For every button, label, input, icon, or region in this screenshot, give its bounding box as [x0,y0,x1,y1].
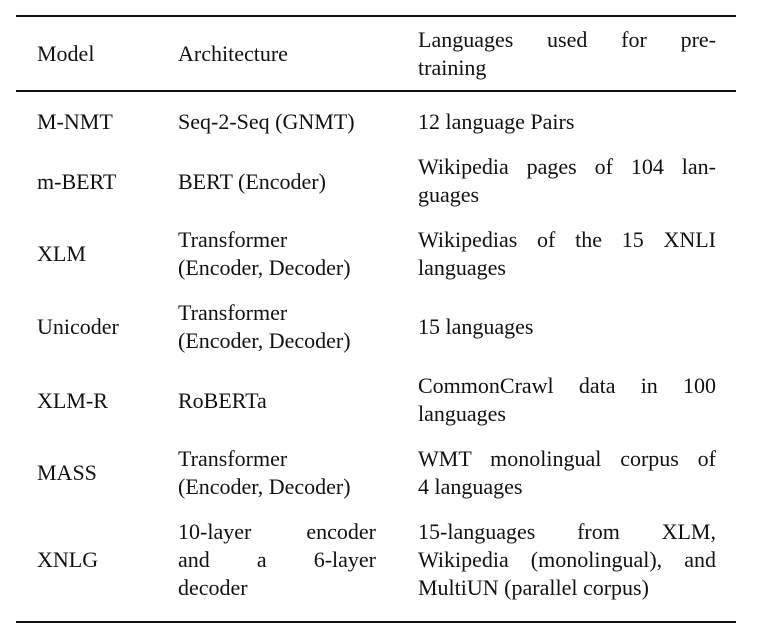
row-architecture: BERT (Encoder) [178,169,326,194]
row-architecture-line: decoder [178,575,248,600]
row-languages-line: MultiUN (parallel corpus) [418,575,649,600]
row-languages [418,153,716,209]
header-languages-line2: training [418,55,487,80]
row-model: XNLG [37,547,99,572]
row-architecture [178,445,351,501]
row-architecture: RoBERTa [178,388,267,413]
table-top-rule [16,15,736,17]
row-architecture-line: and a 6-layer [178,547,376,572]
header-languages [418,26,716,82]
row-architecture [178,299,351,355]
row-languages-line: 4 languages [418,474,523,499]
row-languages-line: CommonCrawl data in 100 [418,373,716,398]
row-model: XLM-R [37,388,108,413]
row-languages-line: languages [418,255,506,280]
row-languages-line: Wikipedias of the 15 XNLI [418,227,716,252]
row-languages-line: guages [418,182,480,207]
row-languages: 15 languages [418,314,534,339]
row-model: XLM [37,241,86,266]
row-architecture-line: 10-layer encoder [178,519,376,544]
row-architecture [178,518,376,602]
table-bottom-rule [16,621,736,623]
row-model: MASS [37,460,97,485]
row-model: M-NMT [37,109,113,134]
row-languages [418,226,716,282]
row-languages-line: languages [418,401,506,426]
row-languages-line: WMT monolingual corpus of [418,446,716,471]
row-architecture-line: (Encoder, Decoder) [178,474,351,499]
row-architecture: Seq-2-Seq (GNMT) [178,109,355,134]
row-languages [418,445,716,501]
row-architecture-line: Transformer [178,227,288,252]
header-model: Model [37,41,95,66]
header-architecture: Architecture [178,41,288,66]
row-model: m-BERT [37,169,117,194]
row-model: Unicoder [37,314,119,339]
table-header-rule [16,90,736,92]
row-languages-line: 15-languages from XLM, [418,519,716,544]
row-languages: 12 language Pairs [418,109,575,134]
row-architecture-line: Transformer [178,446,288,471]
row-languages [418,372,716,428]
row-architecture-line: (Encoder, Decoder) [178,328,351,353]
row-languages-line: Wikipedia (monolingual), and [418,547,716,572]
row-architecture-line: (Encoder, Decoder) [178,255,351,280]
row-languages [418,518,716,602]
row-languages-line: Wikipedia pages of 104 lan- [418,154,716,179]
row-architecture [178,226,351,282]
row-architecture-line: Transformer [178,300,288,325]
header-languages-line1: Languages used for pre- [418,27,716,52]
